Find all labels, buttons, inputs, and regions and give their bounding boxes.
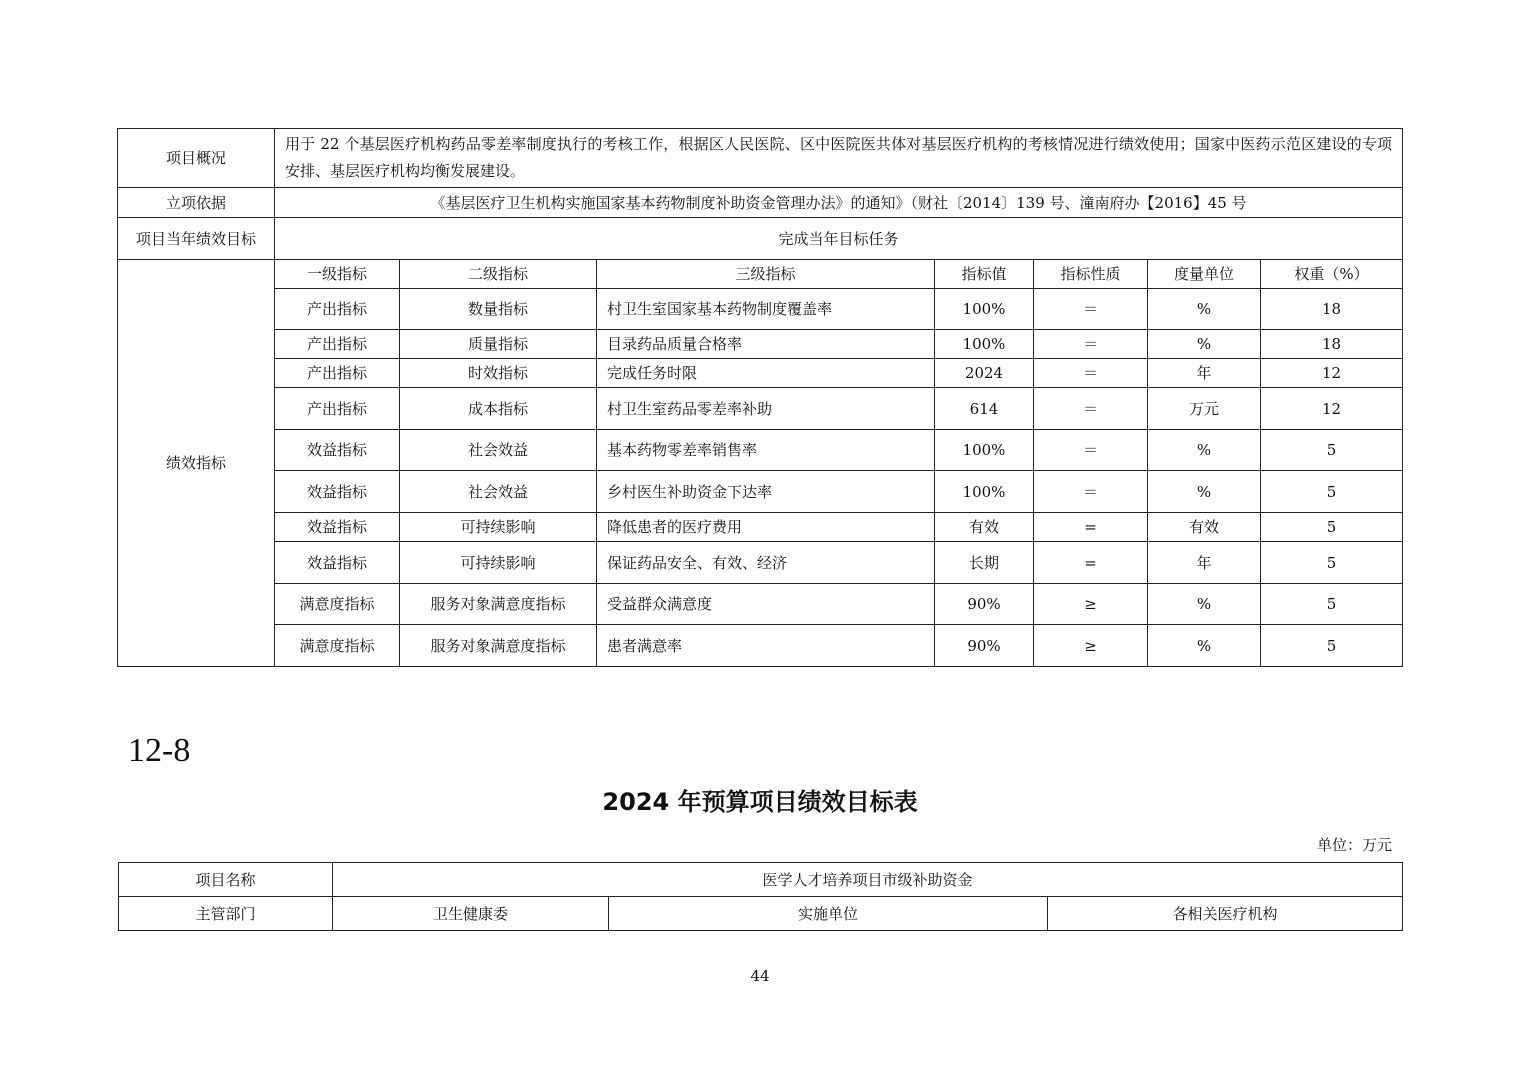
indicator-cell: 保证药品安全、有效、经济 — [597, 542, 935, 584]
indicator-cell: 614 — [935, 388, 1034, 430]
overview-text: 用于 22 个基层医疗机构药品零差率制度执行的考核工作，根据区人民医院、区中医院医共体对基层医疗机构的考核情况进行绩效使用；国家中医药示范区建设的专项安排、基层医疗机构均衡发展建设。 — [275, 129, 1403, 188]
indicator-cell: 90% — [935, 584, 1034, 625]
indicator-cell: ≥ — [1034, 625, 1148, 667]
indicator-cell: 时效指标 — [400, 359, 597, 388]
indicator-cell: 有效 — [935, 513, 1034, 542]
indicator-cell: 目录药品质量合格率 — [597, 330, 935, 359]
indicator-cell: 满意度指标 — [275, 584, 400, 625]
indicator-cell: 90% — [935, 625, 1034, 667]
indicator-cell: 效益指标 — [275, 513, 400, 542]
header-cell: 指标值 — [935, 260, 1034, 289]
indicator-cell: % — [1148, 625, 1261, 667]
page-title: 2024 年预算项目绩效目标表 — [602, 788, 918, 816]
indicator-row — [118, 625, 1403, 667]
indicator-cell: 完成任务时限 — [597, 359, 935, 388]
goal-row — [118, 218, 1403, 260]
indicator-cell: 效益指标 — [275, 430, 400, 471]
indicator-cell: 降低患者的医疗费用 — [597, 513, 935, 542]
header-cell: 一级指标 — [275, 260, 400, 289]
indicator-row — [118, 289, 1403, 330]
indicator-cell: 12 — [1261, 359, 1403, 388]
dept-label: 主管部门 — [119, 897, 333, 931]
project-name-label: 项目名称 — [119, 863, 333, 897]
indicator-cell: ＝ — [1034, 388, 1148, 430]
impl-value: 各相关医疗机构 — [1048, 897, 1403, 931]
indicator-cell: 产出指标 — [275, 359, 400, 388]
indicator-cell: 成本指标 — [400, 388, 597, 430]
indicator-row — [118, 584, 1403, 625]
project-name-row — [119, 863, 1403, 897]
dept-value: 卫生健康委 — [333, 897, 609, 931]
indicator-cell: 村卫生室国家基本药物制度覆盖率 — [597, 289, 935, 330]
indicator-row — [118, 359, 1403, 388]
indicator-cell: 长期 — [935, 542, 1034, 584]
indicator-cell: 5 — [1261, 542, 1403, 584]
indicator-cell: 5 — [1261, 430, 1403, 471]
indicator-cell: % — [1148, 430, 1261, 471]
indicator-cell: ＝ — [1034, 330, 1148, 359]
indicator-cell: 5 — [1261, 584, 1403, 625]
indicator-cell: ≥ — [1034, 584, 1148, 625]
header-cell: 度量单位 — [1148, 260, 1261, 289]
indicator-row — [118, 471, 1403, 513]
indicator-cell: 18 — [1261, 330, 1403, 359]
department-row — [119, 897, 1403, 931]
header-cell: 指标性质 — [1034, 260, 1148, 289]
indicator-row — [118, 388, 1403, 430]
basis-text: 《基层医疗卫生机构实施国家基本药物制度补助资金管理办法》的通知》（财社〔2014〕139 号、潼南府办【2016】45 号 — [275, 188, 1403, 218]
indicator-cell: 100% — [935, 471, 1034, 513]
header-row — [118, 260, 1403, 289]
indicator-cell: 满意度指标 — [275, 625, 400, 667]
indicator-cell: 村卫生室药品零差率补助 — [597, 388, 935, 430]
indicator-cell: 数量指标 — [400, 289, 597, 330]
indicator-cell: 社会效益 — [400, 471, 597, 513]
impl-label: 实施单位 — [609, 897, 1048, 931]
indicator-cell: 乡村医生补助资金下达率 — [597, 471, 935, 513]
indicator-cell: % — [1148, 289, 1261, 330]
indicator-row — [118, 513, 1403, 542]
indicator-cell: 2024 — [935, 359, 1034, 388]
indicator-cell: ＝ — [1034, 289, 1148, 330]
indicator-cell: 患者满意率 — [597, 625, 935, 667]
page-number: 44 — [750, 967, 770, 985]
indicator-cell: ＝ — [1034, 359, 1148, 388]
indicator-cell: = — [1034, 513, 1148, 542]
indicator-cell: 12 — [1261, 388, 1403, 430]
header-cell: 三级指标 — [597, 260, 935, 289]
indicator-cell: 受益群众满意度 — [597, 584, 935, 625]
indicator-cell: 100% — [935, 330, 1034, 359]
indicator-cell: % — [1148, 584, 1261, 625]
unit-label: 单位：万元 — [1316, 836, 1392, 854]
goal-label: 项目当年绩效目标 — [118, 218, 275, 260]
header-cell: 权重（%） — [1261, 260, 1403, 289]
indicator-cell: 100% — [935, 289, 1034, 330]
indicator-cell: 可持续影响 — [400, 513, 597, 542]
indicator-cell: 质量指标 — [400, 330, 597, 359]
indicator-cell: 服务对象满意度指标 — [400, 625, 597, 667]
indicator-cell: ＝ — [1034, 430, 1148, 471]
project-info-table — [118, 862, 1403, 931]
indicator-cell: 产出指标 — [275, 289, 400, 330]
indicator-cell: = — [1034, 542, 1148, 584]
goal-text: 完成当年目标任务 — [275, 218, 1403, 260]
indicator-cell: 100% — [935, 430, 1034, 471]
basis-label: 立项依据 — [118, 188, 275, 218]
indicator-cell: 5 — [1261, 625, 1403, 667]
indicator-cell: 产出指标 — [275, 388, 400, 430]
indicator-cell: 年 — [1148, 359, 1261, 388]
indicator-cell: 万元 — [1148, 388, 1261, 430]
section-number: 12-8 — [128, 732, 191, 769]
indicator-cell: 18 — [1261, 289, 1403, 330]
indicator-cell: 有效 — [1148, 513, 1261, 542]
indicator-cell: 产出指标 — [275, 330, 400, 359]
perf-label: 绩效指标 — [118, 260, 275, 667]
indicator-cell: 效益指标 — [275, 471, 400, 513]
overview-row — [118, 129, 1403, 188]
indicator-cell: % — [1148, 471, 1261, 513]
indicator-cell: 基本药物零差率销售率 — [597, 430, 935, 471]
indicator-cell: 可持续影响 — [400, 542, 597, 584]
indicator-cell: % — [1148, 330, 1261, 359]
overview-label: 项目概况 — [118, 129, 275, 188]
indicator-cell: 5 — [1261, 471, 1403, 513]
indicator-cell: 社会效益 — [400, 430, 597, 471]
header-cell: 二级指标 — [400, 260, 597, 289]
indicator-row — [118, 542, 1403, 584]
indicator-cell: 5 — [1261, 513, 1403, 542]
indicator-cell: 效益指标 — [275, 542, 400, 584]
indicator-row — [118, 330, 1403, 359]
project-name-value: 医学人才培养项目市级补助资金 — [333, 863, 1403, 897]
indicator-cell: 年 — [1148, 542, 1261, 584]
basis-row — [118, 188, 1403, 218]
indicator-cell: 服务对象满意度指标 — [400, 584, 597, 625]
indicator-row — [118, 430, 1403, 471]
indicator-cell: ＝ — [1034, 471, 1148, 513]
performance-table — [117, 128, 1403, 667]
